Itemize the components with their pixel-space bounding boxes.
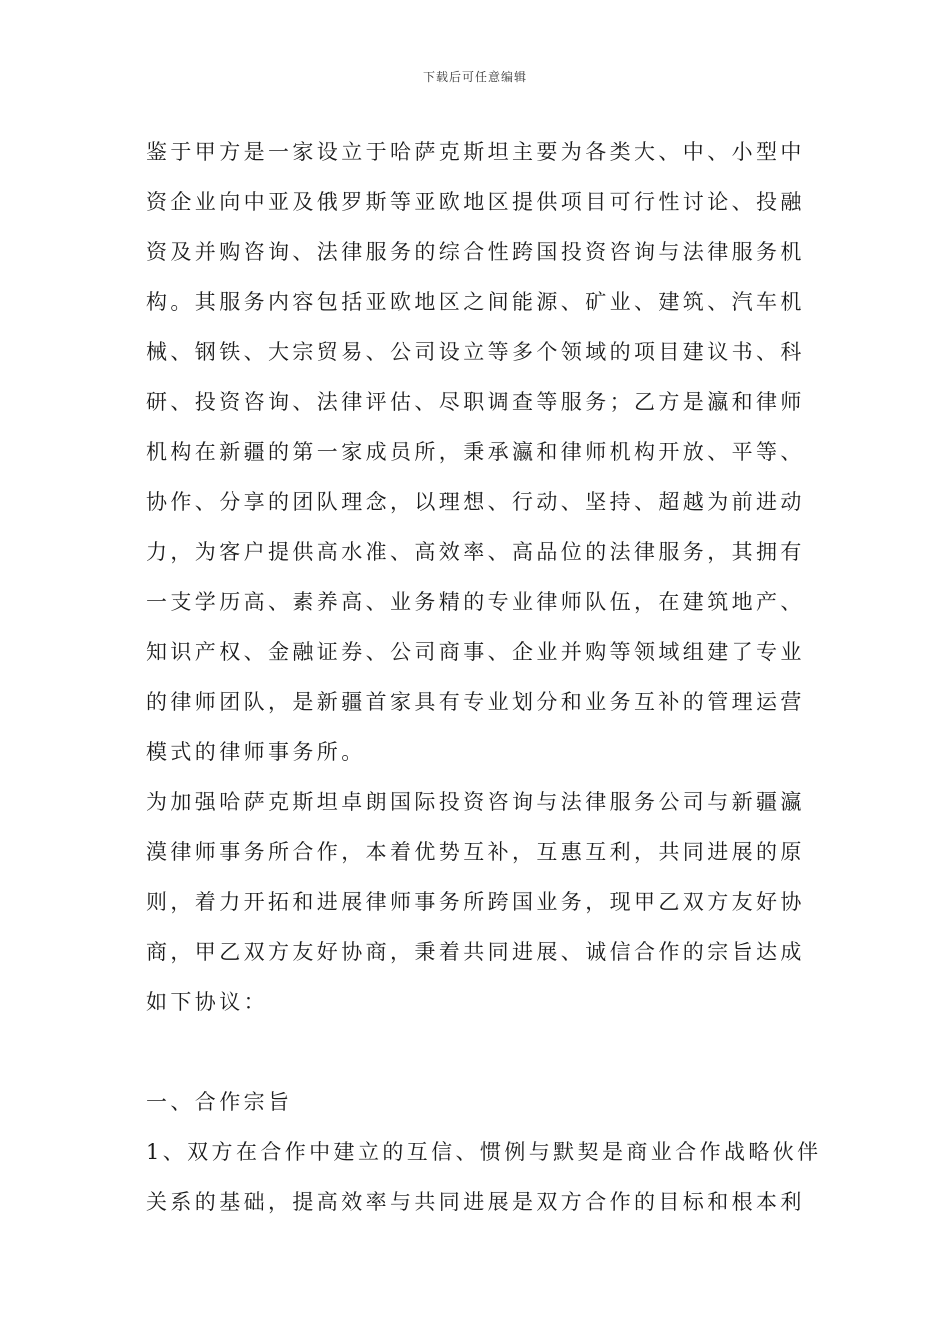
text-line: 研、投资咨询、法律评估、尽职调查等服务；乙方是瀛和律师 <box>146 390 805 414</box>
text-line: 力，为客户提供高水准、高效率、高品位的法律服务，其拥有 <box>146 540 805 564</box>
text-line: 资及并购咨询、法律服务的综合性跨国投资咨询与法律服务机 <box>146 240 805 264</box>
text-line: 资企业向中亚及俄罗斯等亚欧地区提供项目可行性讨论、投融 <box>146 190 805 214</box>
text-line: 鉴于甲方是一家设立于哈萨克斯坦主要为各类大、中、小型中 <box>146 140 805 164</box>
text-line: 关系的基础，提高效率与共同进展是双方合作的目标和根本利 <box>146 1190 805 1214</box>
text-line: 如下协议： <box>146 990 268 1014</box>
document-body <box>146 127 822 1227</box>
intro-paragraph <box>146 127 806 777</box>
text-line: 为加强哈萨克斯坦卓朗国际投资咨询与法律服务公司与新疆瀛 <box>146 790 805 814</box>
blank-line <box>146 1027 806 1077</box>
clause-1 <box>146 1127 822 1227</box>
text-line: 1、双方在合作中建立的互信、惯例与默契是商业合作战略伙伴 <box>146 1140 822 1164</box>
section-heading: 一、合作宗旨 <box>146 1090 293 1114</box>
text-line: 漠律师事务所合作，本着优势互补，互惠互利，共同进展的原 <box>146 840 805 864</box>
text-line: 的律师团队，是新疆首家具有专业划分和业务互补的管理运营 <box>146 690 805 714</box>
text-line: 机构在新疆的第一家成员所，秉承瀛和律师机构开放、平等、 <box>146 440 805 464</box>
page-header-note: 下载后可任意编辑 <box>422 70 527 84</box>
text-line: 构。其服务内容包括亚欧地区之间能源、矿业、建筑、汽车机 <box>146 290 805 314</box>
text-line: 一支学历高、素养高、业务精的专业律师队伍，在建筑地产、 <box>146 590 805 614</box>
purpose-paragraph <box>146 777 806 1027</box>
text-line: 知识产权、金融证券、公司商事、企业并购等领域组建了专业 <box>146 640 805 664</box>
text-line: 模式的律师事务所。 <box>146 740 366 764</box>
text-line: 商，甲乙双方友好协商，秉着共同进展、诚信合作的宗旨达成 <box>146 940 805 964</box>
text-line: 则，着力开拓和进展律师事务所跨国业务，现甲乙双方友好协 <box>146 890 805 914</box>
text-line: 械、钢铁、大宗贸易、公司设立等多个领域的项目建议书、科 <box>146 340 805 364</box>
text-line: 协作、分享的团队理念，以理想、行动、坚持、超越为前进动 <box>146 490 805 514</box>
